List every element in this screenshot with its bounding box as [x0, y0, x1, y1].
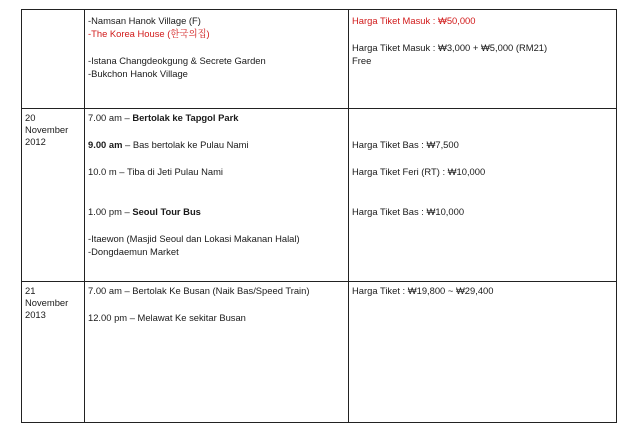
activity-time: 9.00 am [88, 139, 123, 150]
itinerary-row [22, 109, 617, 282]
activities-cell [85, 10, 349, 109]
activity-line: -Namsan Hanok Village (F) [88, 15, 201, 26]
activity-separator: – [122, 139, 133, 150]
price-line: Harga Tiket Bas : ₩7,500 [352, 139, 459, 150]
prices-cell [349, 10, 617, 109]
activity-line: -Dongdaemun Market [88, 246, 179, 257]
activity-desc: Bertolak ke Tapgol Park [132, 112, 239, 123]
activity-separator: – [116, 166, 127, 177]
activities-cell [85, 109, 349, 282]
date-cell [22, 109, 85, 282]
prices-cell [349, 109, 617, 282]
activity-line: 12.00 pm – Melawat Ke sekitar Busan [88, 312, 246, 323]
date-month: November [25, 297, 69, 308]
activity-line-highlight: -The Korea House (한국의집) [88, 28, 210, 39]
date-month: November [25, 124, 69, 135]
activity-line: -Itaewon (Masjid Seoul dan Lokasi Makanan Halal) [88, 233, 300, 244]
date-cell [22, 282, 85, 423]
prices-cell [349, 282, 617, 423]
activity-line [88, 112, 238, 124]
date-year: 2013 [25, 309, 46, 320]
itinerary-row [22, 10, 617, 109]
activities-cell [85, 282, 349, 423]
date-cell [22, 10, 85, 109]
price-line: Harga Tiket Feri (RT) : ₩10,000 [352, 166, 486, 177]
activity-time: 7.00 am [88, 112, 122, 123]
activity-desc: Seoul Tour Bus [132, 206, 201, 217]
date-year: 2012 [25, 136, 46, 147]
price-line: Free [352, 55, 372, 66]
price-line: Harga Tiket Bas : ₩10,000 [352, 206, 465, 217]
price-line: Harga Tiket Masuk : ₩3,000 + ₩5,000 (RM21) [352, 42, 548, 53]
activity-line: 7.00 am – Bertolak Ke Busan (Naik Bas/Speed Train) [88, 285, 310, 296]
activity-separator: – [121, 112, 133, 123]
activity-line [88, 206, 201, 218]
itinerary-row [22, 282, 617, 423]
date-day: 20 [25, 112, 36, 123]
activity-line: -Istana Changdeokgung & Secrete Garden [88, 55, 266, 66]
activity-line [88, 166, 223, 178]
activity-desc: Tiba di Jeti Pulau Nami [126, 166, 223, 177]
date-day: 21 [25, 285, 36, 296]
activity-separator: – [121, 206, 133, 217]
activity-time: 10.0 m [88, 166, 117, 177]
activity-line [88, 139, 249, 151]
price-line: Harga Tiket : ₩19,800 ~ ₩29,400 [352, 285, 494, 296]
activity-line: -Bukchon Hanok Village [88, 68, 188, 79]
activity-time: 1.00 pm [88, 206, 122, 217]
price-line-highlight: Harga Tiket Masuk : ₩50,000 [352, 15, 476, 26]
itinerary-table [21, 9, 617, 423]
activity-desc: Bas bertolak ke Pulau Nami [132, 139, 249, 150]
